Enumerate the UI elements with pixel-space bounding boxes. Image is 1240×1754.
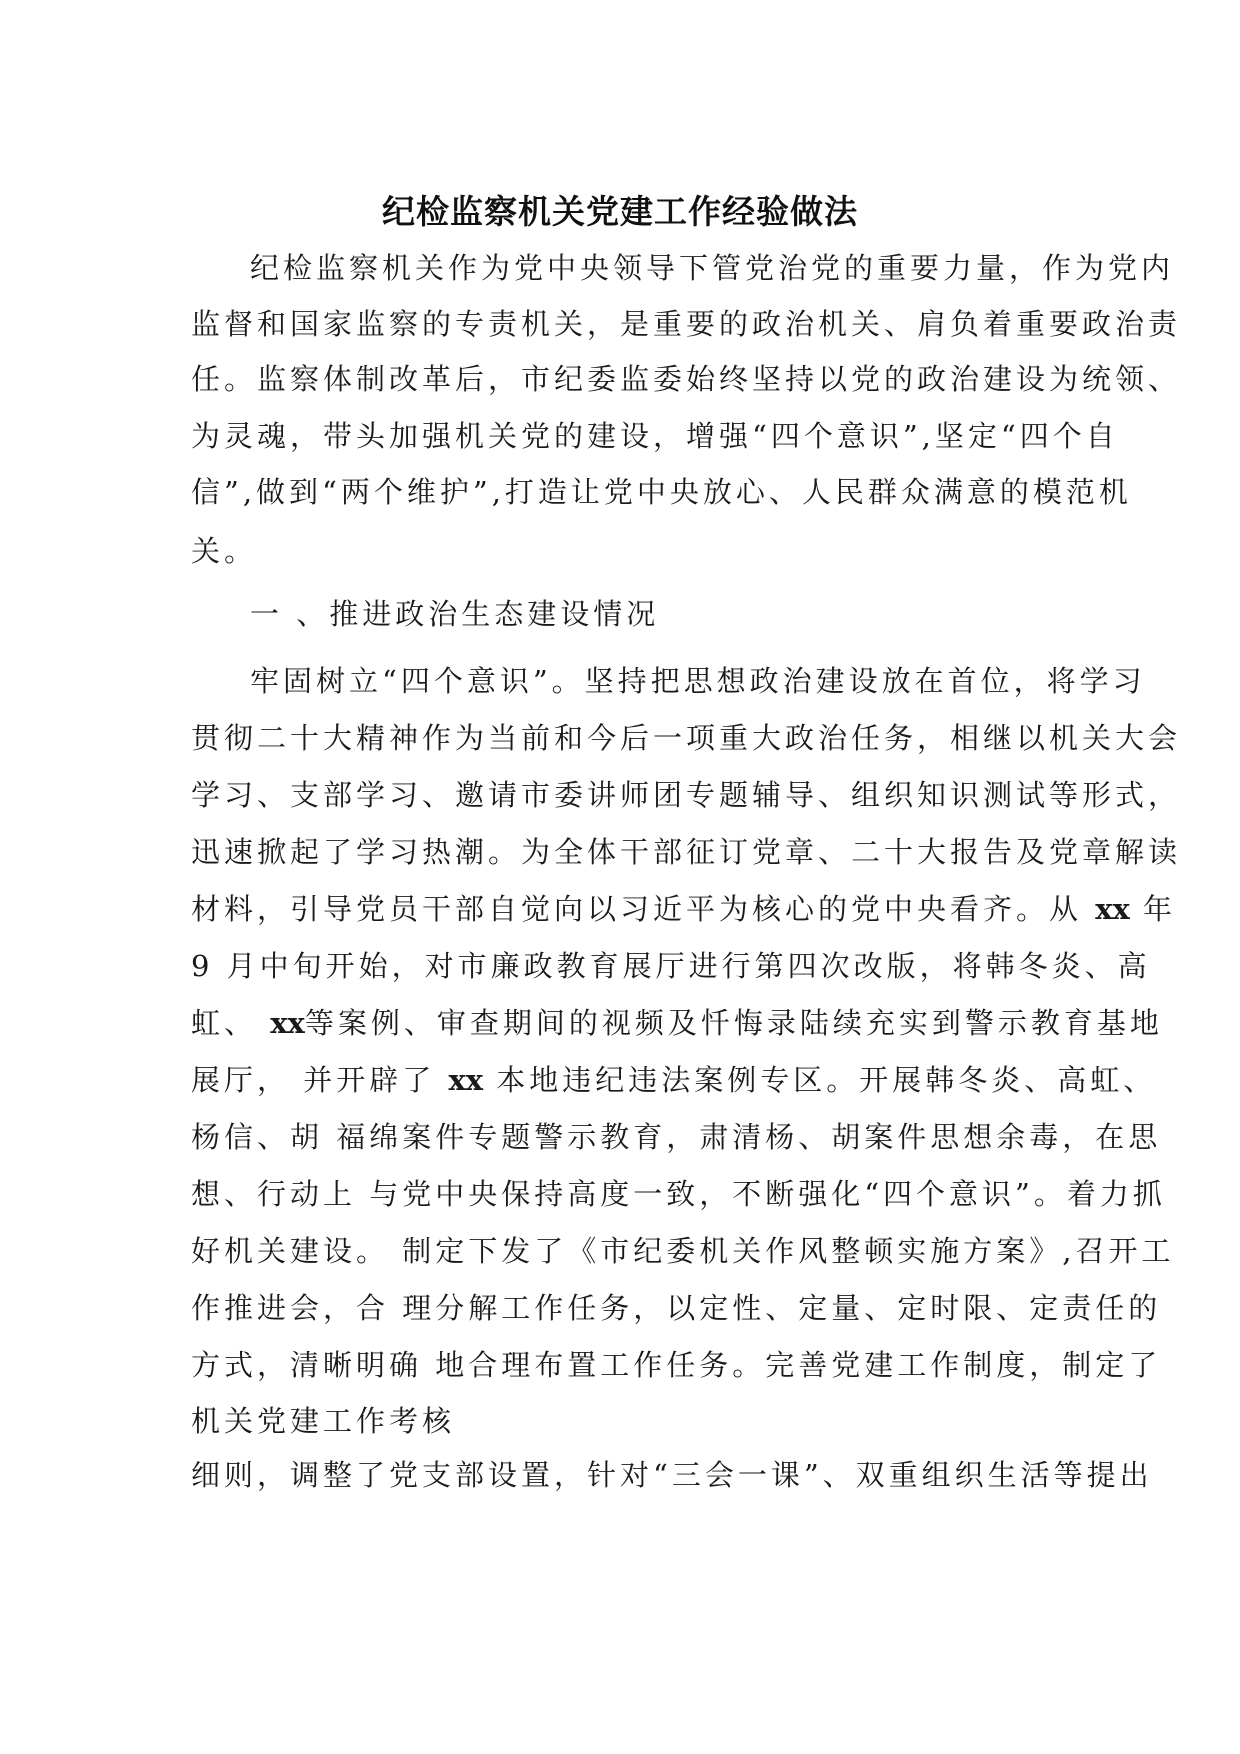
intro-line: 监督和国家监察的专责机关，是重要的政治机关、肩负着重要政治责 [191, 307, 1182, 341]
body-line: 迅速掀起了学习热潮。为全体干部征订党章、二十大报告及党章解读 [191, 835, 1182, 869]
body-line [191, 1060, 1156, 1100]
body-text: 本地违纪违法案例专区。开展韩冬炎、高虹、 [496, 1063, 1157, 1097]
intro-line: 关。 [191, 534, 258, 568]
body-line: 牢固树立“四个意识”。坚持把思想政治建设放在首位，将学习 [250, 664, 1146, 698]
body-text: 展厅， 并开辟了 [191, 1063, 436, 1097]
body-line: 贯彻二十大精神作为当前和今后一项重大政治任务，相继以机关大会 [191, 721, 1182, 755]
intro-line: 信”,做到“两个维护”,打造让党中央放心、人民群众满意的模范机 [191, 475, 1132, 509]
body-line: 细则，调整了党支部设置，针对“三会一课”、双重组织生活等提出 [191, 1458, 1153, 1492]
body-line: 方式，清晰明确 地合理布置工作任务。完善党建工作制度，制定了 [191, 1348, 1162, 1382]
section-heading: 一 、推进政治生态建设情况 [250, 597, 660, 631]
body-line: 9 月中旬开始，对市廉政教育展厅进行第四次改版，将韩冬炎、高 [191, 949, 1151, 983]
placeholder-xx: xx [1095, 892, 1130, 926]
body-text: 年 [1143, 892, 1177, 926]
body-line: 作推进会，合 理分解工作任务，以定性、定量、定时限、定责任的 [191, 1291, 1162, 1325]
body-line: 杨信、胡 福绵案件专题警示教育，肃清杨、胡案件思想余毒，在思 [191, 1120, 1162, 1154]
intro-line: 纪检监察机关作为党中央领导下管党治党的重要力量，作为党内 [250, 251, 1175, 285]
body-line: 好机关建设。 制定下发了《市纪委机关作风整顿实施方案》,召开工 [191, 1234, 1175, 1268]
intro-line: 为灵魂，带头加强机关党的建设，增强“四个意识”,坚定“四个自 [191, 419, 1119, 453]
body-text: 虹、 [191, 1006, 258, 1040]
placeholder-xx: xx [448, 1063, 484, 1097]
body-text: 材料，引导党员干部自觉向以习近平为核心的党中央看齐。从 [191, 892, 1083, 926]
body-line: 想、行动上 与党中央保持高度一致，不断强化“四个意识”。着力抓 [191, 1177, 1166, 1211]
body-line [191, 889, 1176, 929]
document-title: 纪检监察机关党建工作经验做法 [382, 192, 858, 231]
body-line: 机关党建工作考核 [191, 1404, 456, 1438]
body-line: 学习、支部学习、邀请市委讲师团专题辅导、组织知识测试等形式， [191, 778, 1182, 812]
body-text: 等案例、审查期间的视频及忏悔录陆续充实到警示教育基地 [304, 1006, 1163, 1040]
body-line [191, 1003, 1163, 1043]
intro-line: 任。监察体制改革后，市纪委监委始终坚持以党的政治建设为统领、 [191, 362, 1182, 396]
placeholder-xx: xx [270, 1006, 305, 1040]
